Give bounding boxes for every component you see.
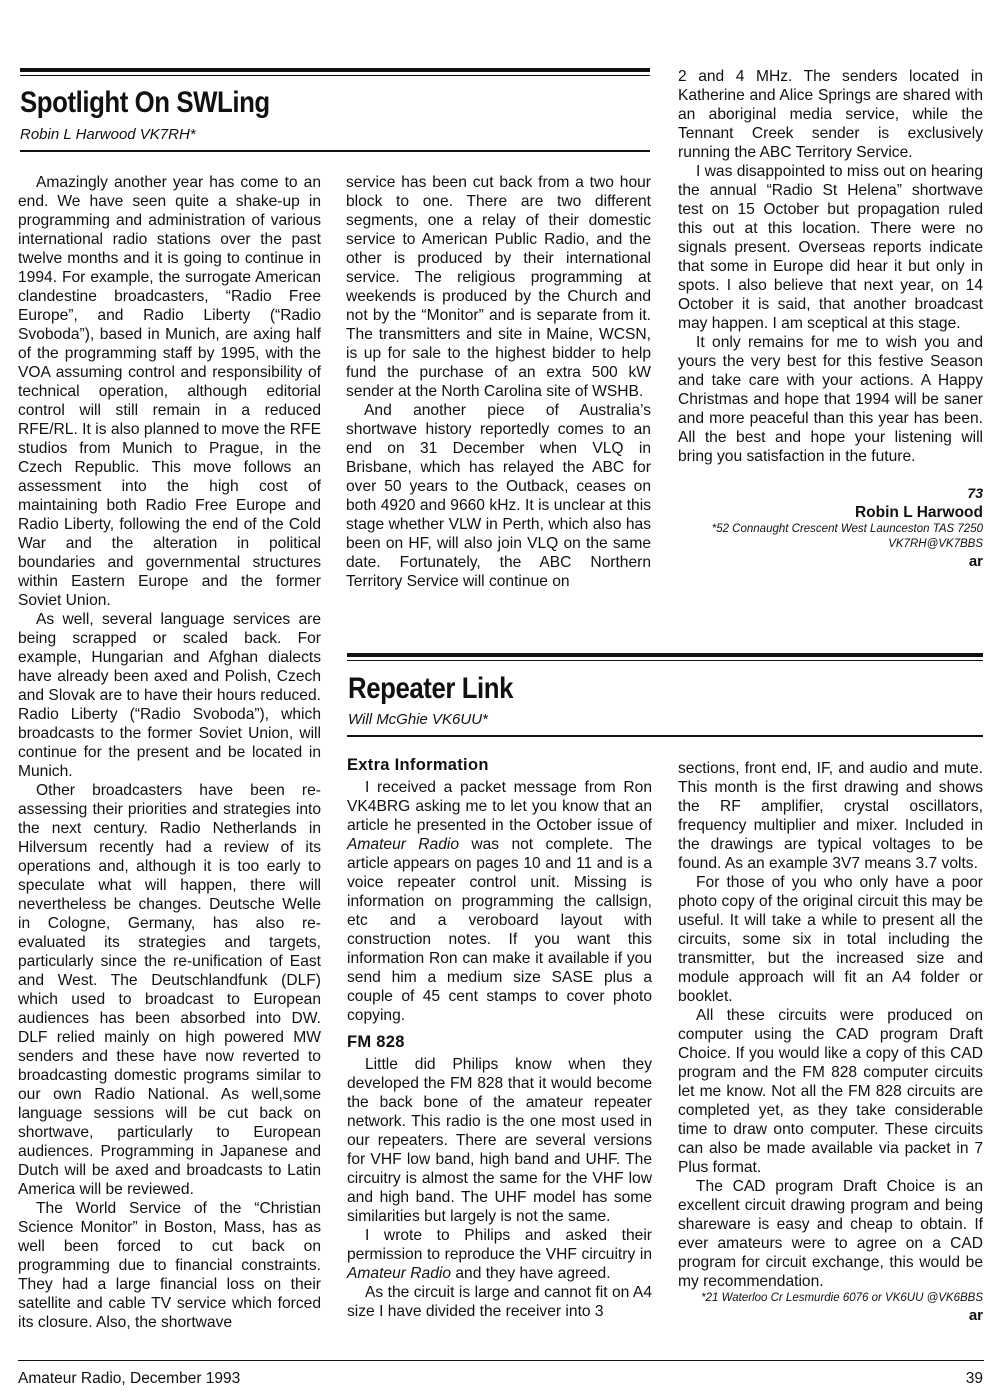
footer-rule [18,1360,984,1361]
paragraph: As well, several language services are being scrapped or scaled back. For example, Hungarian and Afghan dialects have already been axed and Polish, Czech and Slovak are to have their hours reduced. Radio Liberty (“Radio Svoboda”), which broadcasts to the former Soviet Union, will continue for the present and be located in Munich. [18,611,321,780]
spotlight-column-3 [678,67,983,571]
paragraph: For those of you who only have a poor photo copy of the original circuit this may be useful. It will take a while to present all the circuits, some six in total including the transmitter, but the increased size and module approach will fit an A4 folder or booklet. [678,874,983,1005]
signature-address: *21 Waterloo Cr Lesmurdie 6076 or VK6UU @VK6BBS [701,1292,983,1304]
spotlight-byline: Robin L Harwood VK7RH* [20,126,196,143]
repeater-byline: Will McGhie VK6UU* [348,711,488,728]
paragraph: Little did Philips know when they developed the FM 828 that it would become the back bone of the amateur repeater network. This radio is the one most used in our repeaters. There are several versions for VHF low band, high band and UHF. The circuitry is almost the same for the VHF low and high band. The UHF model has some similarities but largely is not the same. [347,1056,652,1225]
end-mark: ar [968,1307,983,1324]
paragraph: I received a packet message from Ron VK4BRG asking me to let you know that an article he presented in the October issue of Amateur Radio was not complete. The article appears on pages 10 and 11 and is a voice repeater control unit. Missing is information on programming the callsign, etc and a veroboard layout with construction notes. If you want this information Ron can make it available if you send him a medium size SASE plus a couple of 45 cent stamps to cover photo copying. [347,779,653,1024]
paragraph: Other broadcasters have been re-assessing their priorities and strategies into the next century. Radio Netherlands in Hilversum recently had a review of its operations and, although it is too early to speculate what will happen, there will nevertheless be changes. Deutsche Welle in Cologne, Germany, has also re-evaluated its strategies and targets, particularly since the re-unification of East and West. The Deutschlandfunk (DLF) which used to broadcast to European audiences has been absorbed into DW. DLF relied mainly on high powered MW senders and these have now reverted to broadcasting domestic programs similar to our own Radio National. As well,some language sessions will be cut back on shortwave, particularly to European audiences. Programming in Japanese and Dutch will be axed and broadcasts to Latin America will be reviewed. [18,782,321,1198]
repeater-title: Repeater Link [348,672,514,705]
spotlight-column-1 [18,173,321,1332]
repeater-column-2 [347,752,652,1321]
signature-name: Robin L Harwood [854,504,983,521]
paragraph: It only remains for me to wish you and yours the very best for this festive Season and take care with your actions. A Happy Christmas and hope that 1994 will be saner and more peaceful than this year has been. All the best and hope your listening will bring you satisfaction in the future. [678,334,983,465]
paragraph: As the circuit is large and cannot fit on A4 size I have divided the receiver into 3 [347,1284,652,1320]
paragraph: I wrote to Philips and asked their permission to reproduce the VHF circuitry in Amateur Radio and they have agreed. [347,1227,652,1282]
top-rule-thin [20,75,650,76]
paragraph: All these circuits were produced on computer using the CAD program Draft Choice. If you would like a copy of this CAD program and the FM 828 computer circuits let me know. Not all the FM 828 circuits are completed yet, as they take considerable time to draw onto computer. These circuits can also be made available via packet in 7 Plus format. [678,1007,983,1176]
signature-address: *52 Connaught Crescent West Launceston TAS 7250 [711,523,983,535]
spotlight-header-bottom-rule [20,150,650,152]
footer-publication: Amateur Radio, December 1993 [18,1370,241,1387]
paragraph: service has been cut back from a two hour block to one. There are two different segments, one a relay of their domestic service to American Public Radio, and the other is produced by their international service. The religious programming at weekends is produced by the Church and not by the “Monitor” and is separate from it. The transmitters and site in Maine, WCSN, is up for sale to the highest bidder to help fund the purchase of an extra 500 kW sender at the North Carolina site of WSHB. [346,174,651,400]
paragraph: The World Service of the “Christian Science Monitor” in Boston, Mass, has as well been forced to cut back on programming due to financial constraints. They had a large financial loss on their satellite and cable TV service which forced its closure. Also, the shortwave [18,1200,321,1331]
spotlight-signature [678,484,983,571]
spotlight-column-2 [346,173,651,591]
paragraph: 2 and 4 MHz. The senders located in Katherine and Alice Springs are shared with an aboriginal media service, while the Tennant Creek sender is exclusively running the ABC Territory Service. [678,68,983,161]
paragraph: The CAD program Draft Choice is an excellent circuit drawing program and being shareware is easy and cheap to obtain. If ever amateurs were to agree on a CAD program for circuit exchange, this would be my recommendation. [678,1178,983,1290]
top-rule [20,68,650,72]
repeater-column-3 [678,759,983,1325]
paragraph: And another piece of Australia’s shortwave history reportedly comes to an end on 31 December when VLQ in Brisbane, which has relayed the ABC for over 50 years to the Outback, ceases on both 4920 and 9660 kHz. It is unclear at this stage whether VLW in Perth, which also has been on HF, will also join VLQ on the same date. Fortunately, the ABC Northern Territory Service will continue on [346,402,651,590]
subheading-fm-828: FM 828 [347,1033,405,1051]
paragraph: sections, front end, IF, and audio and mute. This month is the first drawing and shows the RF amplifier, crystal oscillators, frequency multiplier and mixer. Included in the drawings are typical voltages to be found. As an example 3V7 means 3.7 volts. [678,760,983,872]
repeater-signature [678,1291,983,1325]
paragraph: Amazingly another year has come to an end. We have seen quite a shake-up in programming and administration of various international radio stations over the past twelve months and it is going to continue in 1994. For example, the surrogate American clandestine broadcasters, “Radio Free Europe”, and Radio Liberty (“Radio Svoboda”), based in Munich, are axing half of the programming staff by 1995, with the VOA assuming control and responsibility of technical operation, although editorial control will still remain in a reduced RFE/RL. It is also planned to move the RFE studios from Munich to Prague, in the Czech Republic. This move follows an assessment into the high cost of maintaining both Radio Free Europe and Radio Liberty, following the end of the Cold War and the alteration in political boundaries and governmental structures within Eastern Europe and the former Soviet Union. [18,174,321,609]
subheading-extra-information: Extra Information [347,756,489,774]
spotlight-title: Spotlight On SWLing [20,86,270,119]
page-number: 39 [965,1370,983,1387]
paragraph: I was disappointed to miss out on hearing the annual “Radio St Helena” shortwave test on 15 October but propagation ruled this out at this location. There were no signals present. Overseas reports indicate that some in Europe did hear it but only in spots. I also believe that next year, on 14 October it is said, that another broadcast may happen. I am sceptical at this stage. [678,163,983,332]
repeater-top-rule [347,653,983,657]
repeater-top-rule-thin [347,660,983,661]
signature-callsign: VK7RH@VK7BBS [888,538,983,550]
end-mark: ar [968,553,983,570]
repeater-header-bottom-rule [347,735,983,737]
signature-number: 73 [967,485,983,501]
